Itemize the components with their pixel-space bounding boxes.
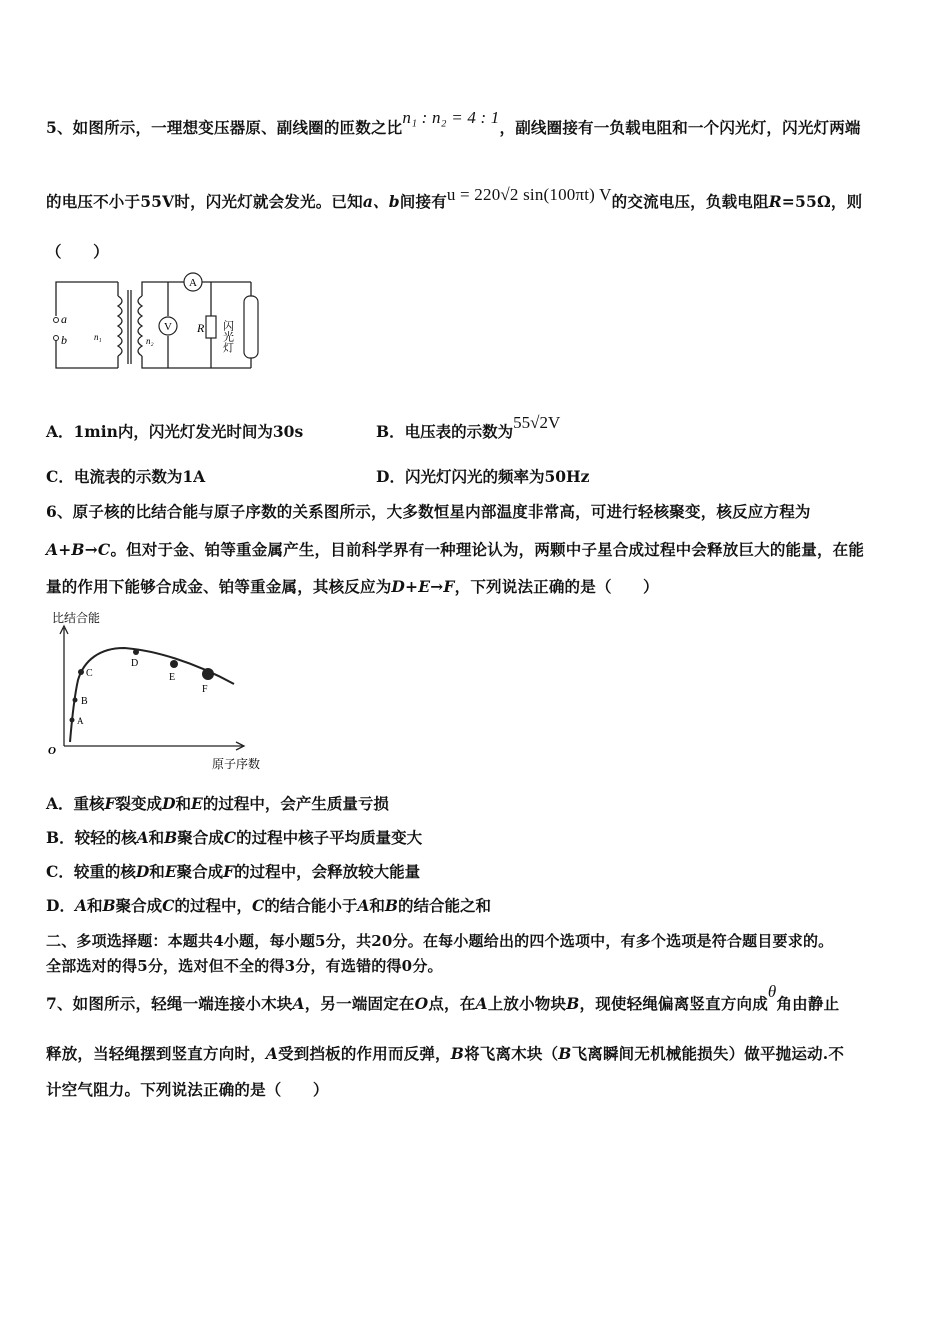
q5-line2 — [46, 185, 863, 212]
q6-line1: 6、原子核的比结合能与原子序数的关系图所示，大多数恒星内部温度非常高，可进行轻核聚变，核反应方程为 — [46, 502, 811, 521]
terminal-b — [54, 336, 59, 341]
opt-text: 的过程中， — [174, 896, 252, 915]
q7-text: O — [414, 994, 429, 1013]
opt-text: 和 — [148, 828, 165, 847]
opt-text: 和 — [369, 896, 385, 915]
q5-option-b[interactable] — [376, 413, 561, 442]
q6-text: 量的作用下能够合成金、铂等重金属，其核反应为 — [46, 577, 392, 596]
y-axis-label: 比结合能 — [52, 611, 101, 625]
point-d-label: D — [131, 658, 139, 669]
x-axis-label: 原子序数 — [212, 757, 261, 771]
reaction-equation: D+E→F — [391, 577, 455, 596]
q7-text: ，现使轻绳偏离竖直方向成 — [579, 994, 768, 1013]
opt-text: B — [384, 896, 398, 915]
q5-option-c[interactable]: C．电流表的示数为1A — [46, 467, 206, 486]
q5-text: =55Ω，则 — [781, 192, 863, 211]
opt-text: E — [191, 794, 203, 813]
ammeter-label: A — [189, 277, 197, 289]
opt-text: C — [162, 896, 175, 915]
point-b — [73, 698, 78, 703]
opt-text: F — [104, 794, 116, 813]
q6-option-b[interactable] — [46, 826, 422, 848]
q7-text: 点，在 — [428, 994, 476, 1013]
binding-curve — [70, 648, 234, 742]
fusion-equation: A+B→C — [46, 540, 111, 559]
opt-text: C．较重的核 — [46, 862, 136, 881]
resistor-icon — [206, 316, 216, 338]
point-e — [170, 660, 178, 668]
opt-text: 的结合能之和 — [398, 896, 492, 915]
q6-line2 — [46, 538, 864, 560]
q7-text: A — [265, 1044, 279, 1063]
voltage-formula: u = 220√2 sin(100πt) V — [446, 185, 612, 204]
point-c-label: C — [86, 668, 93, 679]
point-b-label: B — [81, 696, 88, 707]
voltmeter-label: V — [164, 321, 172, 333]
point-f-label: F — [202, 684, 208, 695]
q5-line1 — [46, 108, 861, 138]
q7-text: B — [566, 994, 580, 1013]
q5-text: 5、如图所示，一理想变压器原、副线圈的匝数之比 — [46, 118, 403, 137]
R-label: R — [768, 192, 782, 211]
point-a-label: A — [77, 716, 84, 726]
q6-option-c[interactable] — [46, 860, 420, 882]
point-f — [202, 668, 214, 680]
opt-text: E — [164, 862, 177, 881]
point-e-label: E — [169, 672, 176, 683]
q5-option-a[interactable]: A．1min内，闪光灯发光时间为30s — [46, 422, 304, 441]
q5-option-d[interactable]: D．闪光灯闪光的频率为50Hz — [376, 467, 590, 486]
opt-text: 聚合成 — [115, 896, 163, 915]
terminal-b-label: b — [61, 333, 67, 347]
q7-text: 飞离瞬间无机械能损失）做平抛运动.不 — [571, 1044, 845, 1063]
voltmeter-value: 55√2V — [513, 413, 561, 432]
q7-text: 上放小物块 — [487, 994, 567, 1013]
q7-text: 将飞离木块（ — [464, 1044, 559, 1063]
opt-text: 和 — [175, 794, 192, 813]
origin-label: O — [48, 745, 56, 757]
q6-text: 。但对于金、铂等重金属产生，目前科学界有一种理论认为，两颗中子星合成过程中会释放巨大的能量，在能 — [110, 540, 865, 559]
q7-text: B — [558, 1044, 572, 1063]
q7-text: 释放，当轻绳摆到竖直方向时， — [46, 1044, 266, 1063]
q6-option-a[interactable] — [46, 792, 389, 814]
opt-text: F — [223, 862, 235, 881]
q6-text: ，下列说法正确的是（ ） — [454, 577, 659, 596]
q6-line3 — [46, 575, 659, 597]
q7-text: A — [475, 994, 488, 1013]
point-d — [133, 649, 139, 655]
opt-text: B — [102, 896, 116, 915]
point-c — [78, 669, 84, 675]
section2-line2: 全部选对的得5分，选对但不全的得3分，有选错的得0分。 — [46, 957, 443, 975]
opt-text: B．较轻的核 — [46, 828, 137, 847]
opt-text: 裂变成 — [115, 794, 163, 813]
q7-text: B — [450, 1044, 465, 1063]
opt-text: A — [357, 896, 370, 915]
opt-text: 聚合成 — [177, 828, 224, 847]
opt-text: D — [162, 794, 176, 813]
opt-text: 的过程中核子平均质量变大 — [236, 828, 423, 847]
q7-text: 受到挡板的作用而反弹， — [278, 1044, 451, 1063]
terminal-a-label: a — [61, 312, 67, 326]
q7-text: 7、如图所示，轻绳一端连接小木块 — [46, 994, 293, 1013]
q5-text: ，副线圈接有一负载电阻和一个闪光灯，闪光灯两端 — [499, 118, 861, 137]
theta-symbol: θ — [767, 982, 777, 1001]
q5-text: 间接有 — [399, 192, 447, 211]
opt-text: A — [74, 896, 87, 915]
opt-text: 和 — [149, 862, 165, 881]
binding-energy-graph — [44, 608, 274, 773]
n1-label: n₁ — [94, 332, 102, 342]
opt-text: D — [135, 862, 150, 881]
option-b-text: B．电压表的示数为 — [376, 422, 514, 441]
opt-text: 的过程中，会产生质量亏损 — [202, 794, 389, 813]
q7-line3: 计空气阻力。下列说法正确的是（ ） — [46, 1080, 329, 1099]
opt-text: 聚合成 — [176, 862, 224, 881]
opt-text: C — [223, 828, 237, 847]
opt-text: 和 — [86, 896, 103, 915]
q7-text: 角由静止 — [776, 994, 840, 1013]
point-a — [70, 718, 75, 723]
n2-label: n₂ — [146, 336, 154, 346]
opt-text: A — [136, 828, 149, 847]
q5-text: 的电压不小于55V时，闪光灯就会发光。已知 — [46, 192, 363, 211]
q5-text: 的交流电压，负载电阻 — [611, 192, 769, 211]
opt-text: 的过程中，会释放较大能量 — [234, 862, 421, 881]
turns-ratio: n₁ : n₂ = 4 : 1 — [402, 108, 500, 127]
section2-line1: 二、多项选择题：本题共4小题，每小题5分，共20分。在每小题给出的四个选项中，有多个选项是符合题目要求的。 — [46, 932, 834, 950]
terminal-a — [54, 318, 59, 323]
q7-line2 — [46, 1042, 844, 1064]
q7-text: ，另一端固定在 — [304, 994, 415, 1013]
q7-text: A — [292, 994, 305, 1013]
opt-text: C — [251, 896, 265, 915]
flash-lamp-icon — [244, 296, 258, 358]
resistor-label: R — [197, 321, 205, 335]
opt-text: D． — [46, 896, 75, 915]
q6-option-d[interactable] — [46, 894, 491, 916]
q5-paren: （ ） — [46, 242, 109, 261]
opt-text: B — [164, 828, 178, 847]
opt-text: 的结合能小于 — [264, 896, 358, 915]
opt-text: A．重核 — [46, 794, 105, 813]
flash-lamp-label: 闪光灯 — [221, 320, 235, 353]
q7-line1 — [46, 982, 840, 1014]
transformer-circuit-diagram — [46, 268, 276, 378]
ab-label: a、b — [362, 192, 400, 211]
